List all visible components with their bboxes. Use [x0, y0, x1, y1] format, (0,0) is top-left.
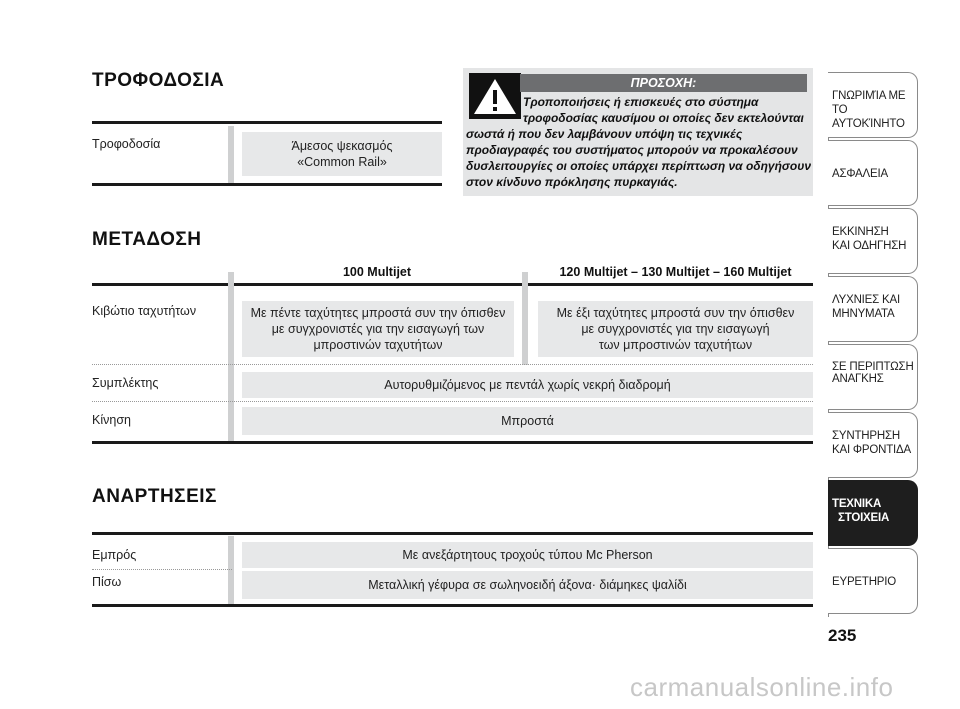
transmission-divider-mid — [522, 272, 528, 365]
fuel-divider — [228, 126, 234, 183]
suspension-heading: ΑΝΑΡΤΗΣΕΙΣ — [92, 486, 217, 507]
transmission-heading: ΜΕΤΑΔΟΣΗ — [92, 229, 202, 250]
tab-lights-messages-line2: ΜΗΝΥΜΑΤΑ — [832, 308, 895, 320]
drive-value-cell: Μπροστά — [242, 407, 813, 435]
tab-maintenance-line2: ΚΑΙ ΦΡΟΝΤΙΔΑ — [832, 444, 911, 456]
fuel-label: Τροφοδοσία — [92, 137, 161, 151]
tab-index-line1: ΕΥΡΕΤΗΡΙΟ — [832, 576, 897, 588]
gearbox-col1-line2: με συγχρονιστές για την εισαγωγή των — [271, 322, 485, 336]
fuel-bottom-rule — [92, 183, 442, 186]
tab-getting-to-know[interactable] — [828, 72, 918, 138]
rear-label: Πίσω — [92, 575, 122, 589]
suspension-top-rule — [92, 532, 813, 535]
tab-technical-data[interactable] — [828, 480, 918, 546]
transmission-col2-header: 120 Multijet – 130 Multijet – 160 Multijet — [559, 265, 792, 279]
warning-line-1: Τροποποιήσεις ή επισκευές στο σύστημα — [523, 95, 759, 109]
front-value-cell: Με ανεξάρτητους τροχούς τύπου Mc Pherson — [242, 542, 813, 568]
fuel-value-cell — [242, 132, 442, 176]
tab-lights-messages[interactable] — [828, 276, 918, 342]
fuel-heading: ΤΡΟΦΟΔΟΣΙΑ — [92, 70, 225, 91]
transmission-bottom-rule — [92, 441, 813, 444]
clutch-label: Συμπλέκτης — [92, 376, 159, 390]
gearbox-col2-line3: των μπροστινών ταχυτήτων — [598, 338, 753, 352]
tab-emergency-line2: ΑΝΑΓΚΗΣ — [832, 373, 884, 385]
warning-line-4: προδιαγραφές του συστήματος μπορούν να προκαλέσουν — [466, 143, 798, 157]
warning-line-2: τροφοδοσίας καυσίμου οι οποίες δεν εκτελούνται — [523, 111, 804, 125]
fuel-value-line1: Άμεσος ψεκασμός — [291, 139, 393, 153]
tab-getting-to-know-line2: ΤΟ ΑΥΤΟΚΊΝΗΤΟ — [832, 104, 905, 130]
tab-emergency[interactable] — [828, 344, 918, 410]
clutch-value-cell: Αυτορυθμιζόμενος με πεντάλ χωρίς νεκρή διαδρομή — [242, 372, 813, 398]
warning-line-3: σωστά ή που δεν λαμβάνουν υπόψη τις τεχνικές — [466, 127, 743, 141]
warning-line-5: δυσλειτουργίες οι οποίες υπάρχει περίπτωση να οδηγήσουν — [466, 159, 811, 173]
front-label: Εμπρός — [92, 548, 137, 562]
tab-starting-driving-line2: ΚΑΙ ΟΔΗΓΗΣΗ — [832, 240, 907, 252]
warning-title: ΠΡΟΣΟΧΗ: — [520, 74, 807, 92]
warning-line-6: στον κίνδυνο πρόκλησης πυρκαγιάς. — [466, 175, 678, 189]
fuel-top-rule — [92, 121, 442, 124]
tab-technical-data-line2: ΣΤΟΙΧΕΙΑ — [838, 512, 890, 524]
tab-getting-to-know-line1: ΓΝΩΡΙΜΊΑ ΜΕ — [832, 90, 906, 102]
warning-triangle-icon — [469, 73, 521, 119]
gearbox-label: Κιβώτιο ταχυτήτων — [92, 304, 197, 318]
gearbox-col1-cell — [242, 301, 514, 357]
tab-starting-driving[interactable] — [828, 208, 918, 274]
tab-safety[interactable] — [828, 140, 918, 206]
front-row-rule — [92, 569, 232, 570]
transmission-top-rule — [92, 283, 813, 286]
tab-starting-driving-line1: ΕΚΚΙΝΗΣΗ — [832, 226, 889, 238]
gearbox-col1-line3: μπροστινών ταχυτήτων — [313, 338, 443, 352]
tab-maintenance-line1: ΣΥΝΤΗΡΗΣΗ — [832, 430, 901, 442]
tab-emergency-line1: ΣΕ ΠΕΡΙΠΤΩΣΗ — [832, 361, 914, 373]
gearbox-col2-line2: με συγχρονιστές για την εισαγωγή — [581, 322, 770, 336]
rear-value-cell: Μεταλλική γέφυρα σε σωληνοειδή άξονα· διάμηκες ψαλίδι — [242, 571, 813, 599]
drive-label: Κίνηση — [92, 413, 131, 427]
watermark: carmanualsonline.info — [630, 672, 894, 702]
suspension-divider — [228, 536, 234, 606]
tab-technical-data-line1: ΤΕΧΝΙΚΑ — [832, 498, 882, 510]
tab-maintenance[interactable] — [828, 412, 918, 478]
gearbox-col2-cell — [538, 301, 813, 357]
tab-index[interactable] — [828, 548, 918, 614]
tab-lights-messages-line1: ΛΥΧΝΙΕΣ ΚΑΙ — [832, 294, 900, 306]
suspension-bottom-rule — [92, 604, 813, 607]
clutch-row-rule — [92, 401, 813, 402]
gearbox-col1-line1: Με πέντε ταχύτητες μπροστά συν την όπισθεν — [250, 306, 506, 320]
fuel-value-line2: «Common Rail» — [297, 155, 387, 169]
gearbox-col2-line1: Με έξι ταχύτητες μπροστά συν την όπισθεν — [556, 306, 795, 320]
transmission-col1-header: 100 Multijet — [342, 265, 412, 279]
tab-safety-line1: ΑΣΦΑΛΕΙΑ — [832, 168, 888, 180]
warning-box — [463, 68, 813, 196]
transmission-divider-left — [228, 272, 234, 442]
page-number: 235 — [828, 626, 857, 645]
gearbox-row-rule — [92, 364, 813, 365]
